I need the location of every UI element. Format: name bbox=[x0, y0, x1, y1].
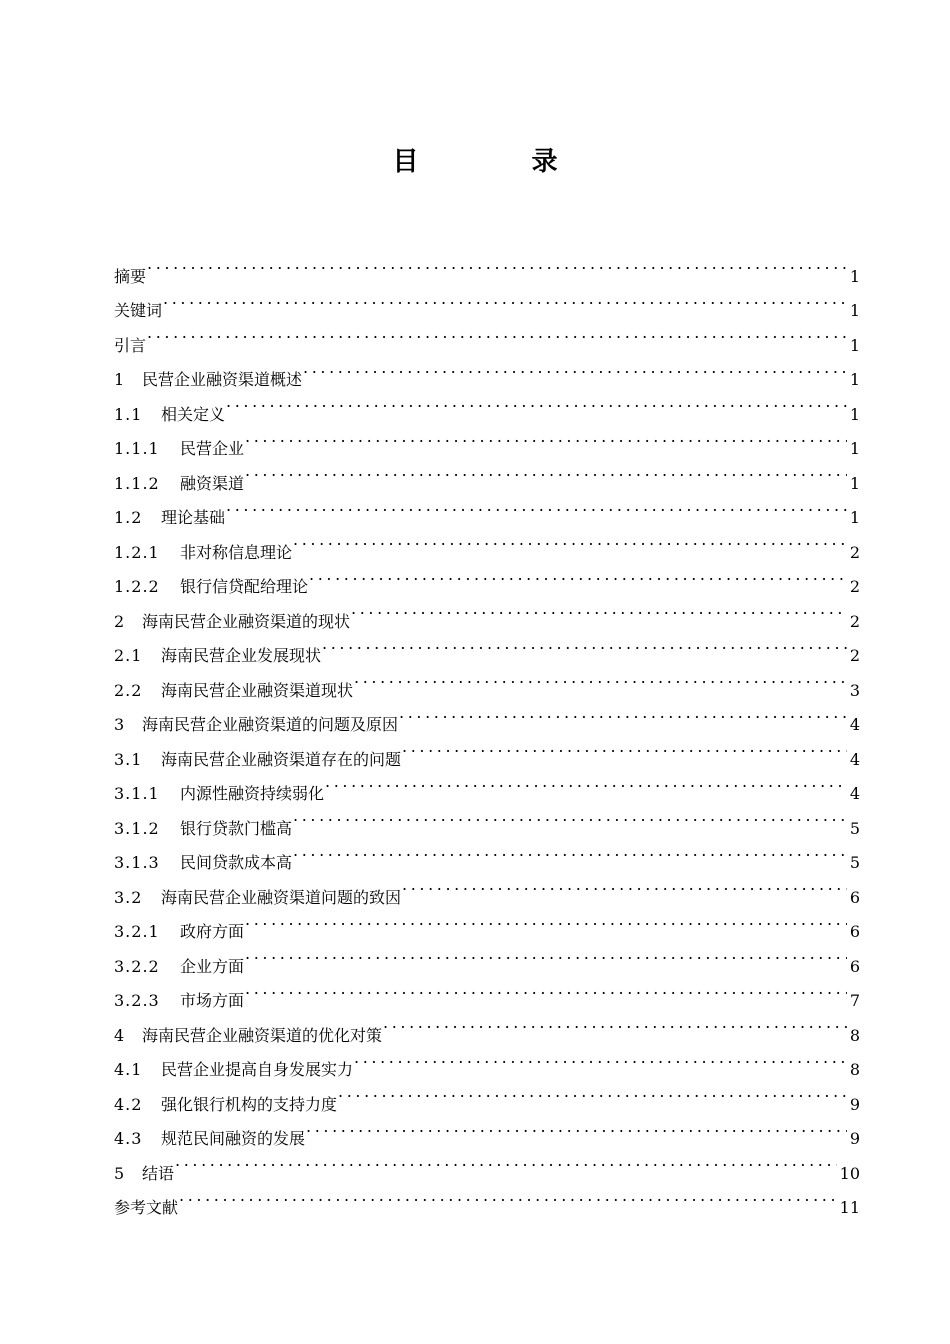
toc-entry-page-number: 6 bbox=[849, 922, 860, 941]
toc-entry-page-number: 6 bbox=[849, 887, 860, 907]
toc-entry-page-number: 2 bbox=[849, 542, 860, 562]
toc-entry-label: 海南民营企业发展现状 bbox=[161, 646, 322, 665]
table-of-contents bbox=[114, 247, 860, 1217]
toc-entry-number: 3.2.2 bbox=[114, 956, 160, 976]
toc-entry-label: 非对称信息理论 bbox=[180, 542, 293, 562]
toc-entry-number: 4 bbox=[114, 1025, 126, 1045]
toc-entry-label: 引言 bbox=[114, 335, 147, 355]
toc-entry-number: 1.2.2 bbox=[114, 577, 160, 596]
toc-entry-number: 1.1.1 bbox=[114, 439, 160, 458]
toc-entry-number: 3 bbox=[114, 715, 126, 734]
toc-entry-label: 强化银行机构的支持力度 bbox=[161, 1094, 338, 1114]
toc-entry-label: 民间贷款成本高 bbox=[180, 853, 293, 872]
toc-dot-leader bbox=[147, 247, 847, 282]
toc-dot-leader bbox=[245, 454, 847, 489]
toc-entry[interactable] bbox=[114, 351, 860, 389]
toc-entry-page-number: 1 bbox=[849, 370, 860, 389]
toc-entry[interactable] bbox=[114, 316, 860, 355]
toc-entry-label: 参考文献 bbox=[114, 1198, 179, 1217]
toc-entry-number: 5 bbox=[114, 1163, 126, 1183]
toc-entry-page-number: 9 bbox=[849, 1094, 860, 1114]
toc-entry-page-number: 1 bbox=[849, 473, 860, 493]
toc-entry-page-number: 9 bbox=[849, 1129, 860, 1148]
toc-entry-label: 规范民间融资的发展 bbox=[161, 1129, 306, 1148]
toc-entry-number: 1.2.1 bbox=[114, 542, 160, 562]
toc-entry-number: 4.3 bbox=[114, 1129, 143, 1148]
toc-dot-leader bbox=[226, 385, 847, 420]
toc-entry-label: 企业方面 bbox=[180, 956, 245, 976]
toc-entry[interactable] bbox=[114, 420, 860, 458]
toc-entry-number: 1.2 bbox=[114, 508, 143, 527]
toc-entry[interactable] bbox=[114, 247, 860, 286]
toc-dot-leader bbox=[293, 834, 847, 869]
toc-dot-leader bbox=[399, 696, 847, 731]
toc-entry-label: 市场方面 bbox=[180, 991, 245, 1010]
toc-entry-page-number: 1 bbox=[849, 266, 860, 286]
toc-dot-leader bbox=[245, 420, 847, 455]
toc-dot-leader bbox=[226, 489, 847, 524]
toc-dot-leader bbox=[338, 1075, 847, 1110]
toc-entry-label: 海南民营企业融资渠道的优化对策 bbox=[142, 1025, 383, 1045]
toc-dot-leader bbox=[245, 903, 847, 938]
toc-dot-leader bbox=[245, 972, 847, 1007]
toc-dot-leader bbox=[402, 730, 847, 765]
toc-entry-number: 3.2.3 bbox=[114, 991, 160, 1010]
toc-entry-label: 银行贷款门槛高 bbox=[180, 818, 293, 838]
toc-entry-page-number: 5 bbox=[849, 853, 860, 872]
toc-entry-number: 2.1 bbox=[114, 646, 143, 665]
toc-entry-label: 民营企业 bbox=[180, 439, 245, 458]
toc-entry-label: 摘要 bbox=[114, 266, 147, 286]
toc-entry-page-number: 5 bbox=[849, 818, 860, 838]
toc-entry-page-number: 3 bbox=[849, 680, 860, 700]
toc-entry-page-number: 2 bbox=[849, 646, 860, 665]
toc-dot-leader bbox=[351, 592, 847, 627]
toc-entry[interactable] bbox=[114, 489, 860, 527]
toc-dot-leader bbox=[293, 523, 847, 558]
toc-entry-page-number: 8 bbox=[849, 1025, 860, 1045]
toc-dot-leader bbox=[402, 868, 847, 903]
toc-dot-leader bbox=[293, 799, 847, 834]
toc-entry-number: 4.2 bbox=[114, 1094, 143, 1114]
toc-dot-leader bbox=[303, 351, 847, 386]
toc-entry-page-number: 1 bbox=[849, 508, 860, 527]
toc-dot-leader bbox=[322, 627, 847, 662]
toc-entry-number: 1 bbox=[114, 370, 126, 389]
toc-entry-page-number: 4 bbox=[849, 784, 860, 803]
toc-dot-leader bbox=[354, 661, 847, 696]
toc-entry-label: 关键词 bbox=[114, 301, 163, 320]
toc-entry-number: 2.2 bbox=[114, 680, 143, 700]
toc-entry-label: 理论基础 bbox=[161, 508, 226, 527]
toc-entry-page-number: 11 bbox=[839, 1198, 860, 1217]
toc-entry-number: 1.1 bbox=[114, 404, 143, 424]
toc-entry-number: 1.1.2 bbox=[114, 473, 160, 493]
toc-dot-leader bbox=[306, 1110, 847, 1145]
toc-entry[interactable] bbox=[114, 1144, 860, 1183]
toc-dot-leader bbox=[309, 558, 847, 593]
page-title: 目 录 bbox=[392, 147, 610, 177]
toc-entry-page-number: 4 bbox=[849, 749, 860, 769]
toc-dot-leader bbox=[383, 1006, 847, 1041]
toc-entry-number: 3.2.1 bbox=[114, 922, 160, 941]
toc-entry-label: 银行信贷配给理论 bbox=[180, 577, 309, 596]
toc-entry-number: 2 bbox=[114, 611, 126, 631]
toc-entry-label: 内源性融资持续弱化 bbox=[180, 784, 325, 803]
toc-entry-label: 相关定义 bbox=[161, 404, 226, 424]
toc-dot-leader bbox=[354, 1041, 847, 1076]
toc-dot-leader bbox=[245, 937, 847, 972]
toc-entry-page-number: 4 bbox=[849, 715, 860, 734]
toc-entry-label: 海南民营企业融资渠道存在的问题 bbox=[161, 749, 402, 769]
toc-entry-label: 政府方面 bbox=[180, 922, 245, 941]
toc-entry-label: 海南民营企业融资渠道问题的致因 bbox=[161, 887, 402, 907]
toc-entry[interactable] bbox=[114, 282, 860, 320]
toc-entry-label: 民营企业融资渠道概述 bbox=[142, 370, 303, 389]
toc-dot-leader bbox=[179, 1179, 837, 1214]
toc-entry-label: 海南民营企业融资渠道的问题及原因 bbox=[142, 715, 399, 734]
toc-entry-page-number: 10 bbox=[839, 1163, 860, 1183]
toc-entry-page-number: 7 bbox=[849, 991, 860, 1010]
toc-entry-label: 海南民营企业融资渠道的现状 bbox=[142, 611, 351, 631]
toc-dot-leader bbox=[147, 316, 847, 351]
toc-entry-label: 融资渠道 bbox=[180, 473, 245, 493]
toc-entry-number: 3.1.2 bbox=[114, 818, 160, 838]
toc-entry-page-number: 1 bbox=[849, 404, 860, 424]
toc-dot-leader bbox=[325, 765, 847, 800]
toc-entry-page-number: 6 bbox=[849, 956, 860, 976]
toc-entry-label: 民营企业提高自身发展实力 bbox=[161, 1060, 354, 1079]
toc-entry-number: 3.1.1 bbox=[114, 784, 160, 803]
toc-entry-label: 海南民营企业融资渠道现状 bbox=[161, 680, 354, 700]
toc-entry-number: 3.2 bbox=[114, 887, 143, 907]
toc-entry-page-number: 1 bbox=[849, 335, 860, 355]
toc-entry-number: 4.1 bbox=[114, 1060, 143, 1079]
toc-entry-page-number: 8 bbox=[849, 1060, 860, 1079]
toc-entry-page-number: 1 bbox=[849, 439, 860, 458]
toc-entry-page-number: 2 bbox=[849, 611, 860, 631]
toc-entry-label: 结语 bbox=[142, 1163, 175, 1183]
toc-entry-page-number: 1 bbox=[849, 301, 860, 320]
toc-entry-page-number: 2 bbox=[849, 577, 860, 596]
toc-entry[interactable] bbox=[114, 385, 860, 424]
toc-entry-number: 3.1.3 bbox=[114, 853, 160, 872]
toc-dot-leader bbox=[163, 282, 847, 317]
toc-entry[interactable] bbox=[114, 1179, 860, 1217]
toc-entry[interactable] bbox=[114, 523, 860, 562]
toc-entry-number: 3.1 bbox=[114, 749, 143, 769]
toc-dot-leader bbox=[175, 1144, 837, 1179]
